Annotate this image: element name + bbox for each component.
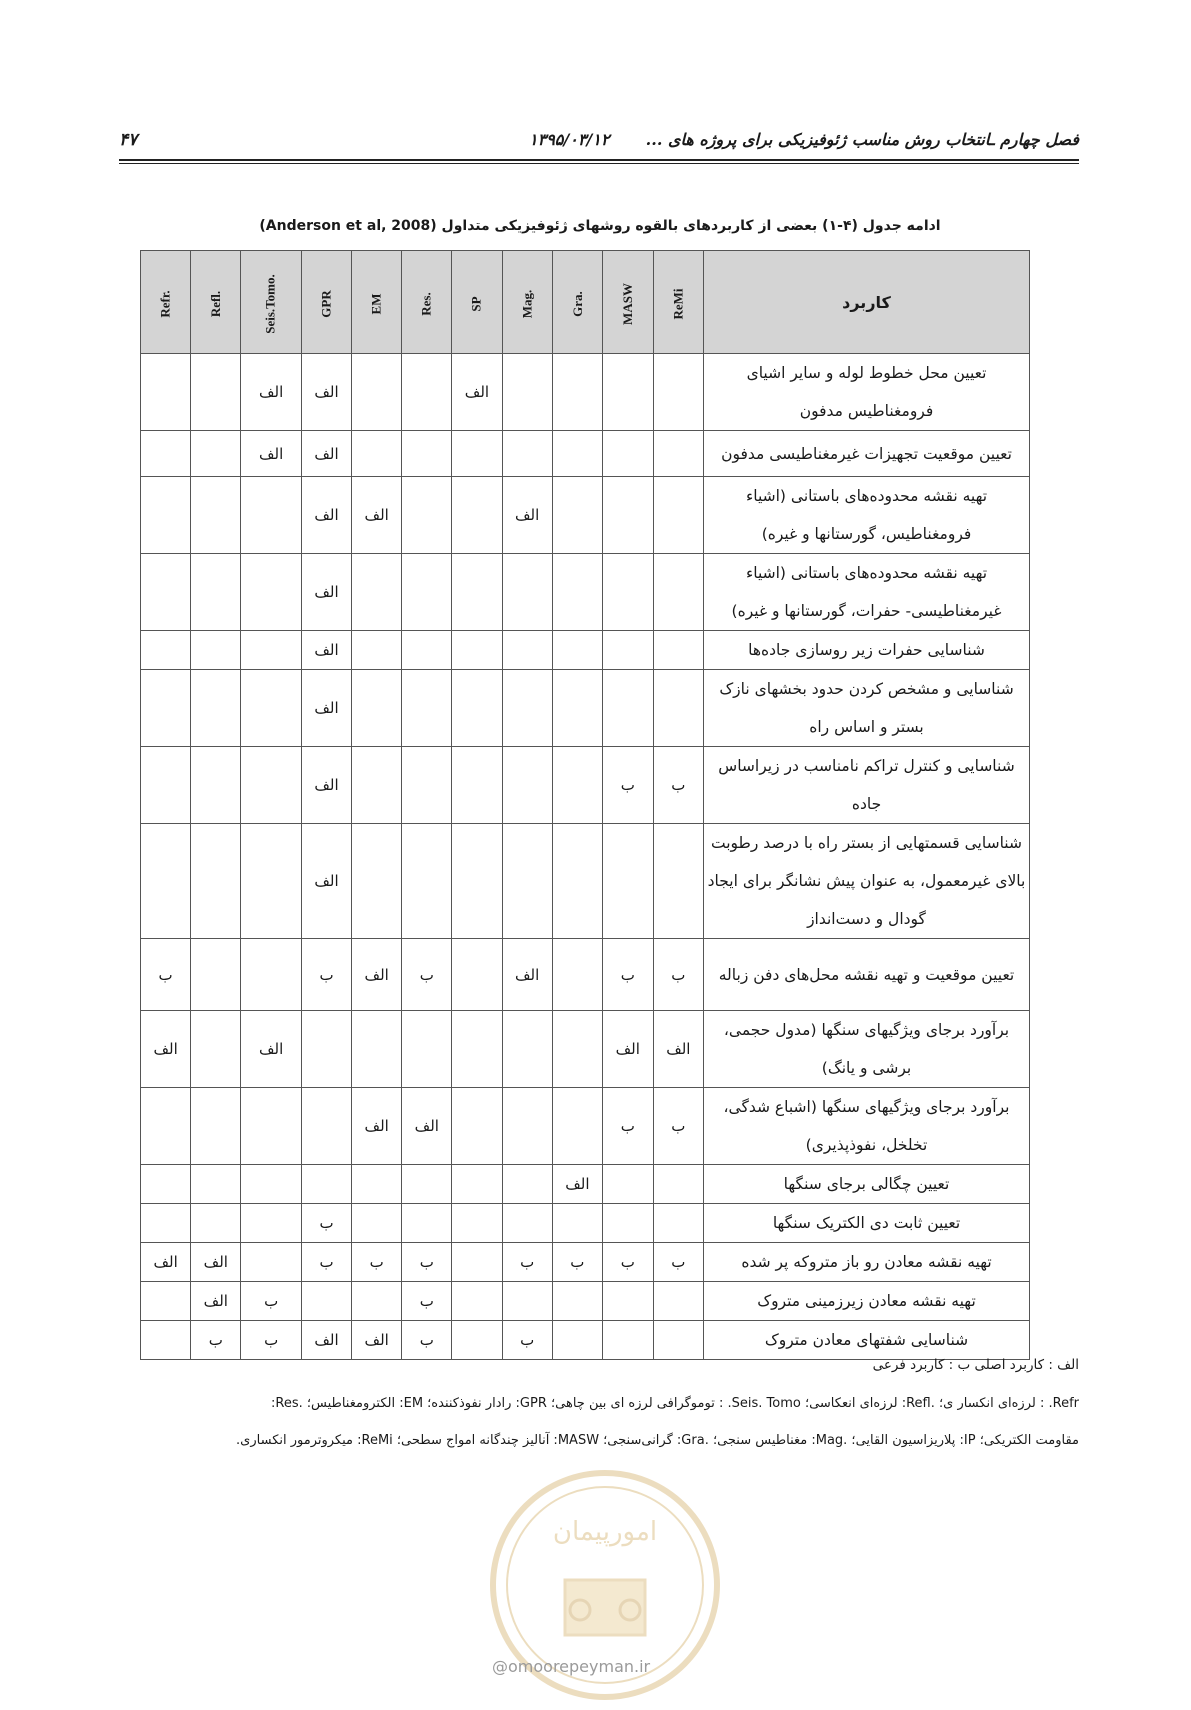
table-cell (653, 670, 703, 747)
applications-table (140, 250, 1030, 1360)
table-cell (191, 670, 241, 747)
application-description: تهیه نقشه محدوده‌های باستانی (اشیاء فرومغناطیس، گورستانها و غیره) (704, 477, 1030, 554)
table-cell: ب (653, 939, 703, 1011)
table-cell (502, 1165, 552, 1204)
table-cell (352, 1011, 402, 1088)
table-cell (241, 1088, 301, 1165)
table-cell: الف (241, 1011, 301, 1088)
table-cell (602, 1204, 653, 1243)
table-cell (502, 1204, 552, 1243)
table-cell: الف (191, 1243, 241, 1282)
application-description: تهیه نقشه محدوده‌های باستانی (اشیاء غیرمغناطیسی- حفرات، گورستانها و غیره) (704, 554, 1030, 631)
abbreviations-line-1: Refr. : لرزه‌ای انکسار ی؛ .Refl: لرزه‌ای انعکاسی؛ Seis. Tomo. : توموگرافی لرزه ای بین چاهی؛ GPR: رادار نفوذکننده؛ EM: الکترومغناطیس؛ .Res: (270, 1396, 1079, 1411)
table-cell (502, 824, 552, 939)
col-header-seis-tomo: Seis.Tomo. (241, 251, 301, 354)
table-cell (352, 431, 402, 477)
table-cell: الف (352, 1321, 402, 1360)
legend: الف : کاربرد اصلی ب : کاربرد فرعی (872, 1357, 1079, 1373)
table-row (141, 631, 1030, 670)
table-cell (141, 1282, 191, 1321)
table-cell (552, 1011, 602, 1088)
table-cell: الف (141, 1011, 191, 1088)
table-cell: الف (191, 1282, 241, 1321)
col-header-res: Res. (402, 251, 452, 354)
table-cell: ب (301, 939, 351, 1011)
table-cell: الف (653, 1011, 703, 1088)
table-cell (502, 554, 552, 631)
table-cell (552, 477, 602, 554)
table-row (141, 1165, 1030, 1204)
table-cell: ب (241, 1321, 301, 1360)
table-cell (402, 477, 452, 554)
table-cell (241, 939, 301, 1011)
table-cell (502, 1282, 552, 1321)
table-cell (352, 670, 402, 747)
table-cell: ب (502, 1321, 552, 1360)
header-date: ۱۳۹۵/۰۳/۱۲ (529, 130, 610, 149)
table-cell (301, 1011, 351, 1088)
table-cell (352, 1165, 402, 1204)
table-cell (191, 1204, 241, 1243)
application-description: تعیین موقعیت تجهیزات غیرمغناطیسی مدفون (704, 431, 1030, 477)
table-cell (552, 1088, 602, 1165)
table-cell (552, 431, 602, 477)
table-cell: الف (241, 354, 301, 431)
table-row (141, 824, 1030, 939)
table-cell (653, 1321, 703, 1360)
table-cell (141, 1321, 191, 1360)
table-cell (241, 1243, 301, 1282)
table-cell (352, 824, 402, 939)
table-cell (191, 554, 241, 631)
table-cell (352, 631, 402, 670)
table-cell (602, 1321, 653, 1360)
table-cell: الف (602, 1011, 653, 1088)
table-cell (552, 670, 602, 747)
table-cell (602, 554, 653, 631)
table-cell (653, 1282, 703, 1321)
table-cell (191, 1165, 241, 1204)
table-cell (502, 1088, 552, 1165)
table-cell: ب (352, 1243, 402, 1282)
table-cell: الف (301, 354, 351, 431)
table-cell (502, 670, 552, 747)
table-cell (402, 670, 452, 747)
table-cell: الف (141, 1243, 191, 1282)
table-cell: الف (402, 1088, 452, 1165)
table-cell (602, 631, 653, 670)
table-cell (241, 670, 301, 747)
table-cell (653, 1204, 703, 1243)
abbreviations-line-2: مقاومت الکتریکی؛ IP: پلاریزاسیون القایی؛ .Mag: مغناطیس سنجی؛ .Gra: گرانی‌سنجی؛ MASW: آنالیز چندگانه امواج سطحی؛ ReMi: میکروترمور انکساری. (236, 1433, 1079, 1448)
table-cell (502, 354, 552, 431)
table-cell (191, 477, 241, 554)
table-cell: ب (602, 939, 653, 1011)
table-cell (452, 1011, 502, 1088)
table-cell (402, 354, 452, 431)
table-cell (352, 1204, 402, 1243)
table-cell (241, 824, 301, 939)
table-cell: ب (502, 1243, 552, 1282)
table-cell (301, 1282, 351, 1321)
table-cell (552, 554, 602, 631)
table-cell (241, 747, 301, 824)
table-cell: الف (301, 554, 351, 631)
table-cell (552, 631, 602, 670)
table-cell: ب (653, 1088, 703, 1165)
table-cell (141, 354, 191, 431)
table-cell (352, 354, 402, 431)
table-cell: ب (402, 1282, 452, 1321)
table-cell (191, 747, 241, 824)
chapter-title: فصل چهارم ـانتخاب روش مناسب ژئوفیزیکی برای پروژه های ... (645, 130, 1079, 149)
table-cell (602, 354, 653, 431)
col-header-mag: Mag. (502, 251, 552, 354)
table-cell (602, 824, 653, 939)
table-cell: ب (653, 1243, 703, 1282)
table-cell: الف (301, 431, 351, 477)
table-cell (653, 354, 703, 431)
table-cell: الف (301, 670, 351, 747)
table-cell (602, 477, 653, 554)
table-header-row (141, 251, 1030, 354)
table-cell: ب (653, 747, 703, 824)
table-cell (352, 1282, 402, 1321)
table-cell (452, 1088, 502, 1165)
col-header-em: EM (352, 251, 402, 354)
application-description: تعیین ثابت دی الکتریک سنگها (704, 1204, 1030, 1243)
application-description: شناسایی شفتهای معادن متروک (704, 1321, 1030, 1360)
table-row (141, 477, 1030, 554)
page-number: ۴۷ (119, 130, 138, 150)
table-cell (452, 747, 502, 824)
table-row (141, 1282, 1030, 1321)
watermark-site: @omoorepeyman.ir (492, 1657, 651, 1676)
svg-text:امورپیمان: امورپیمان (552, 1517, 658, 1547)
col-header-masw: MASW (602, 251, 653, 354)
table-cell (141, 1165, 191, 1204)
table-cell: ب (241, 1282, 301, 1321)
table-cell: ب (141, 939, 191, 1011)
table-cell (141, 747, 191, 824)
table-cell (502, 631, 552, 670)
table-cell (402, 1204, 452, 1243)
table-cell (552, 824, 602, 939)
table-cell (241, 1165, 301, 1204)
application-description: تهیه نقشه معادن زیرزمینی متروک (704, 1282, 1030, 1321)
table-cell (402, 747, 452, 824)
table-cell (452, 477, 502, 554)
table-cell (352, 554, 402, 631)
application-description: برآورد برجای ویژگیهای سنگها (اشباع شدگی، تخلخل، نفوذپذیری) (704, 1088, 1030, 1165)
table-cell: ب (552, 1243, 602, 1282)
table-cell (653, 554, 703, 631)
table-cell (141, 477, 191, 554)
table-row (141, 939, 1030, 1011)
header-rule-thick (119, 159, 1079, 161)
table-cell (241, 477, 301, 554)
table-cell (653, 824, 703, 939)
table-cell (241, 631, 301, 670)
table-cell: الف (301, 747, 351, 824)
table-row (141, 1204, 1030, 1243)
table-cell (602, 431, 653, 477)
table-cell (141, 824, 191, 939)
table-row (141, 1011, 1030, 1088)
table-cell (191, 1088, 241, 1165)
table-cell (141, 554, 191, 631)
table-cell: ب (301, 1204, 351, 1243)
table-cell (602, 1282, 653, 1321)
table-cell (191, 354, 241, 431)
table-cell: الف (502, 939, 552, 1011)
table-cell (141, 1204, 191, 1243)
table-cell (552, 1282, 602, 1321)
table-row (141, 354, 1030, 431)
table-cell: الف (352, 939, 402, 1011)
col-header-gra: Gra. (552, 251, 602, 354)
table-cell (452, 554, 502, 631)
table-cell (452, 1282, 502, 1321)
application-description: شناسایی قسمتهایی از بستر راه با درصد رطوبت بالای غیرمعمول، به عنوان پیش نشانگر برای ایجاد گودال و دست‌انداز (704, 824, 1030, 939)
table-cell (552, 747, 602, 824)
table-cell (191, 631, 241, 670)
table-cell: ب (402, 1243, 452, 1282)
table-cell (402, 824, 452, 939)
table-cell (352, 747, 402, 824)
table-cell: الف (552, 1165, 602, 1204)
table-cell: الف (502, 477, 552, 554)
table-cell (452, 1243, 502, 1282)
table-cell (452, 670, 502, 747)
table-cell (141, 1088, 191, 1165)
table-cell (452, 631, 502, 670)
table-cell (191, 431, 241, 477)
application-description: شناسایی و مشخص کردن حدود بخشهای نازک بستر و اساس راه (704, 670, 1030, 747)
table-body (141, 354, 1030, 1360)
table-cell (141, 631, 191, 670)
table-cell: الف (241, 431, 301, 477)
table-cell (653, 1165, 703, 1204)
table-cell (191, 1011, 241, 1088)
table-cell (301, 1165, 351, 1204)
table-cell (402, 1165, 452, 1204)
application-description: تعیین موقعیت و تهیه نقشه محل‌های دفن زباله (704, 939, 1030, 1011)
table-cell: ب (402, 1321, 452, 1360)
table-cell (502, 431, 552, 477)
table-cell (452, 939, 502, 1011)
table-cell (141, 670, 191, 747)
table-cell (452, 824, 502, 939)
table-cell: ب (602, 747, 653, 824)
col-header-gpr: GPR (301, 251, 351, 354)
application-description: تعیین محل خطوط لوله و سایر اشیای فرومغناطیس مدفون (704, 354, 1030, 431)
table-cell (241, 554, 301, 631)
table-cell (452, 1165, 502, 1204)
table-cell: ب (402, 939, 452, 1011)
table-cell (653, 631, 703, 670)
table-cell: الف (301, 631, 351, 670)
table-cell: الف (301, 477, 351, 554)
table-cell (402, 554, 452, 631)
table-cell (191, 939, 241, 1011)
col-header-application: کاربرد (704, 251, 1030, 354)
col-header-refr: Refr. (141, 251, 191, 354)
table-caption: ادامه جدول (۴-۱) بعضی از کاربردهای بالقوه روشهای ژئوفیزیکی متداول (Anderson et al, 2008) (259, 218, 941, 234)
table-cell (552, 939, 602, 1011)
table-cell: ب (191, 1321, 241, 1360)
table-row (141, 1243, 1030, 1282)
table-cell (452, 431, 502, 477)
col-header-sp: SP (452, 251, 502, 354)
application-description: تهیه نقشه معادن رو باز متروکه پر شده (704, 1243, 1030, 1282)
table-row (141, 1321, 1030, 1360)
table-cell (653, 431, 703, 477)
table-cell (402, 1011, 452, 1088)
table-cell (301, 1088, 351, 1165)
table-cell: الف (301, 1321, 351, 1360)
col-header-remi: ReMi (653, 251, 703, 354)
table-cell (191, 824, 241, 939)
header-rule-thin (119, 163, 1079, 164)
table-cell (552, 1321, 602, 1360)
application-description: شناسایی و کنترل تراکم نامناسب در زیراساس جاده (704, 747, 1030, 824)
table-cell (502, 1011, 552, 1088)
table-cell (602, 670, 653, 747)
table-row (141, 431, 1030, 477)
table-cell (402, 431, 452, 477)
table-cell (552, 1204, 602, 1243)
table-cell: الف (352, 1088, 402, 1165)
table-cell: ب (602, 1088, 653, 1165)
table-cell: ب (602, 1243, 653, 1282)
table-cell (602, 1165, 653, 1204)
table-cell: الف (352, 477, 402, 554)
table-cell (452, 1321, 502, 1360)
table-cell (402, 631, 452, 670)
table-cell: الف (452, 354, 502, 431)
table-row (141, 1088, 1030, 1165)
application-description: شناسایی حفرات زیر روسازی جاده‌ها (704, 631, 1030, 670)
table-row (141, 747, 1030, 824)
application-description: تعیین چگالی برجای سنگها (704, 1165, 1030, 1204)
table-row (141, 670, 1030, 747)
table-cell: ب (301, 1243, 351, 1282)
table-cell (141, 431, 191, 477)
table-cell (452, 1204, 502, 1243)
table-cell (241, 1204, 301, 1243)
table-cell (552, 354, 602, 431)
table-row (141, 554, 1030, 631)
table-cell: الف (301, 824, 351, 939)
application-description: برآورد برجای ویژگیهای سنگها (مدول حجمی، برشی و یانگ) (704, 1011, 1030, 1088)
col-header-refl: Refl. (191, 251, 241, 354)
table-cell (502, 747, 552, 824)
table-cell (653, 477, 703, 554)
page-header (119, 128, 1079, 158)
